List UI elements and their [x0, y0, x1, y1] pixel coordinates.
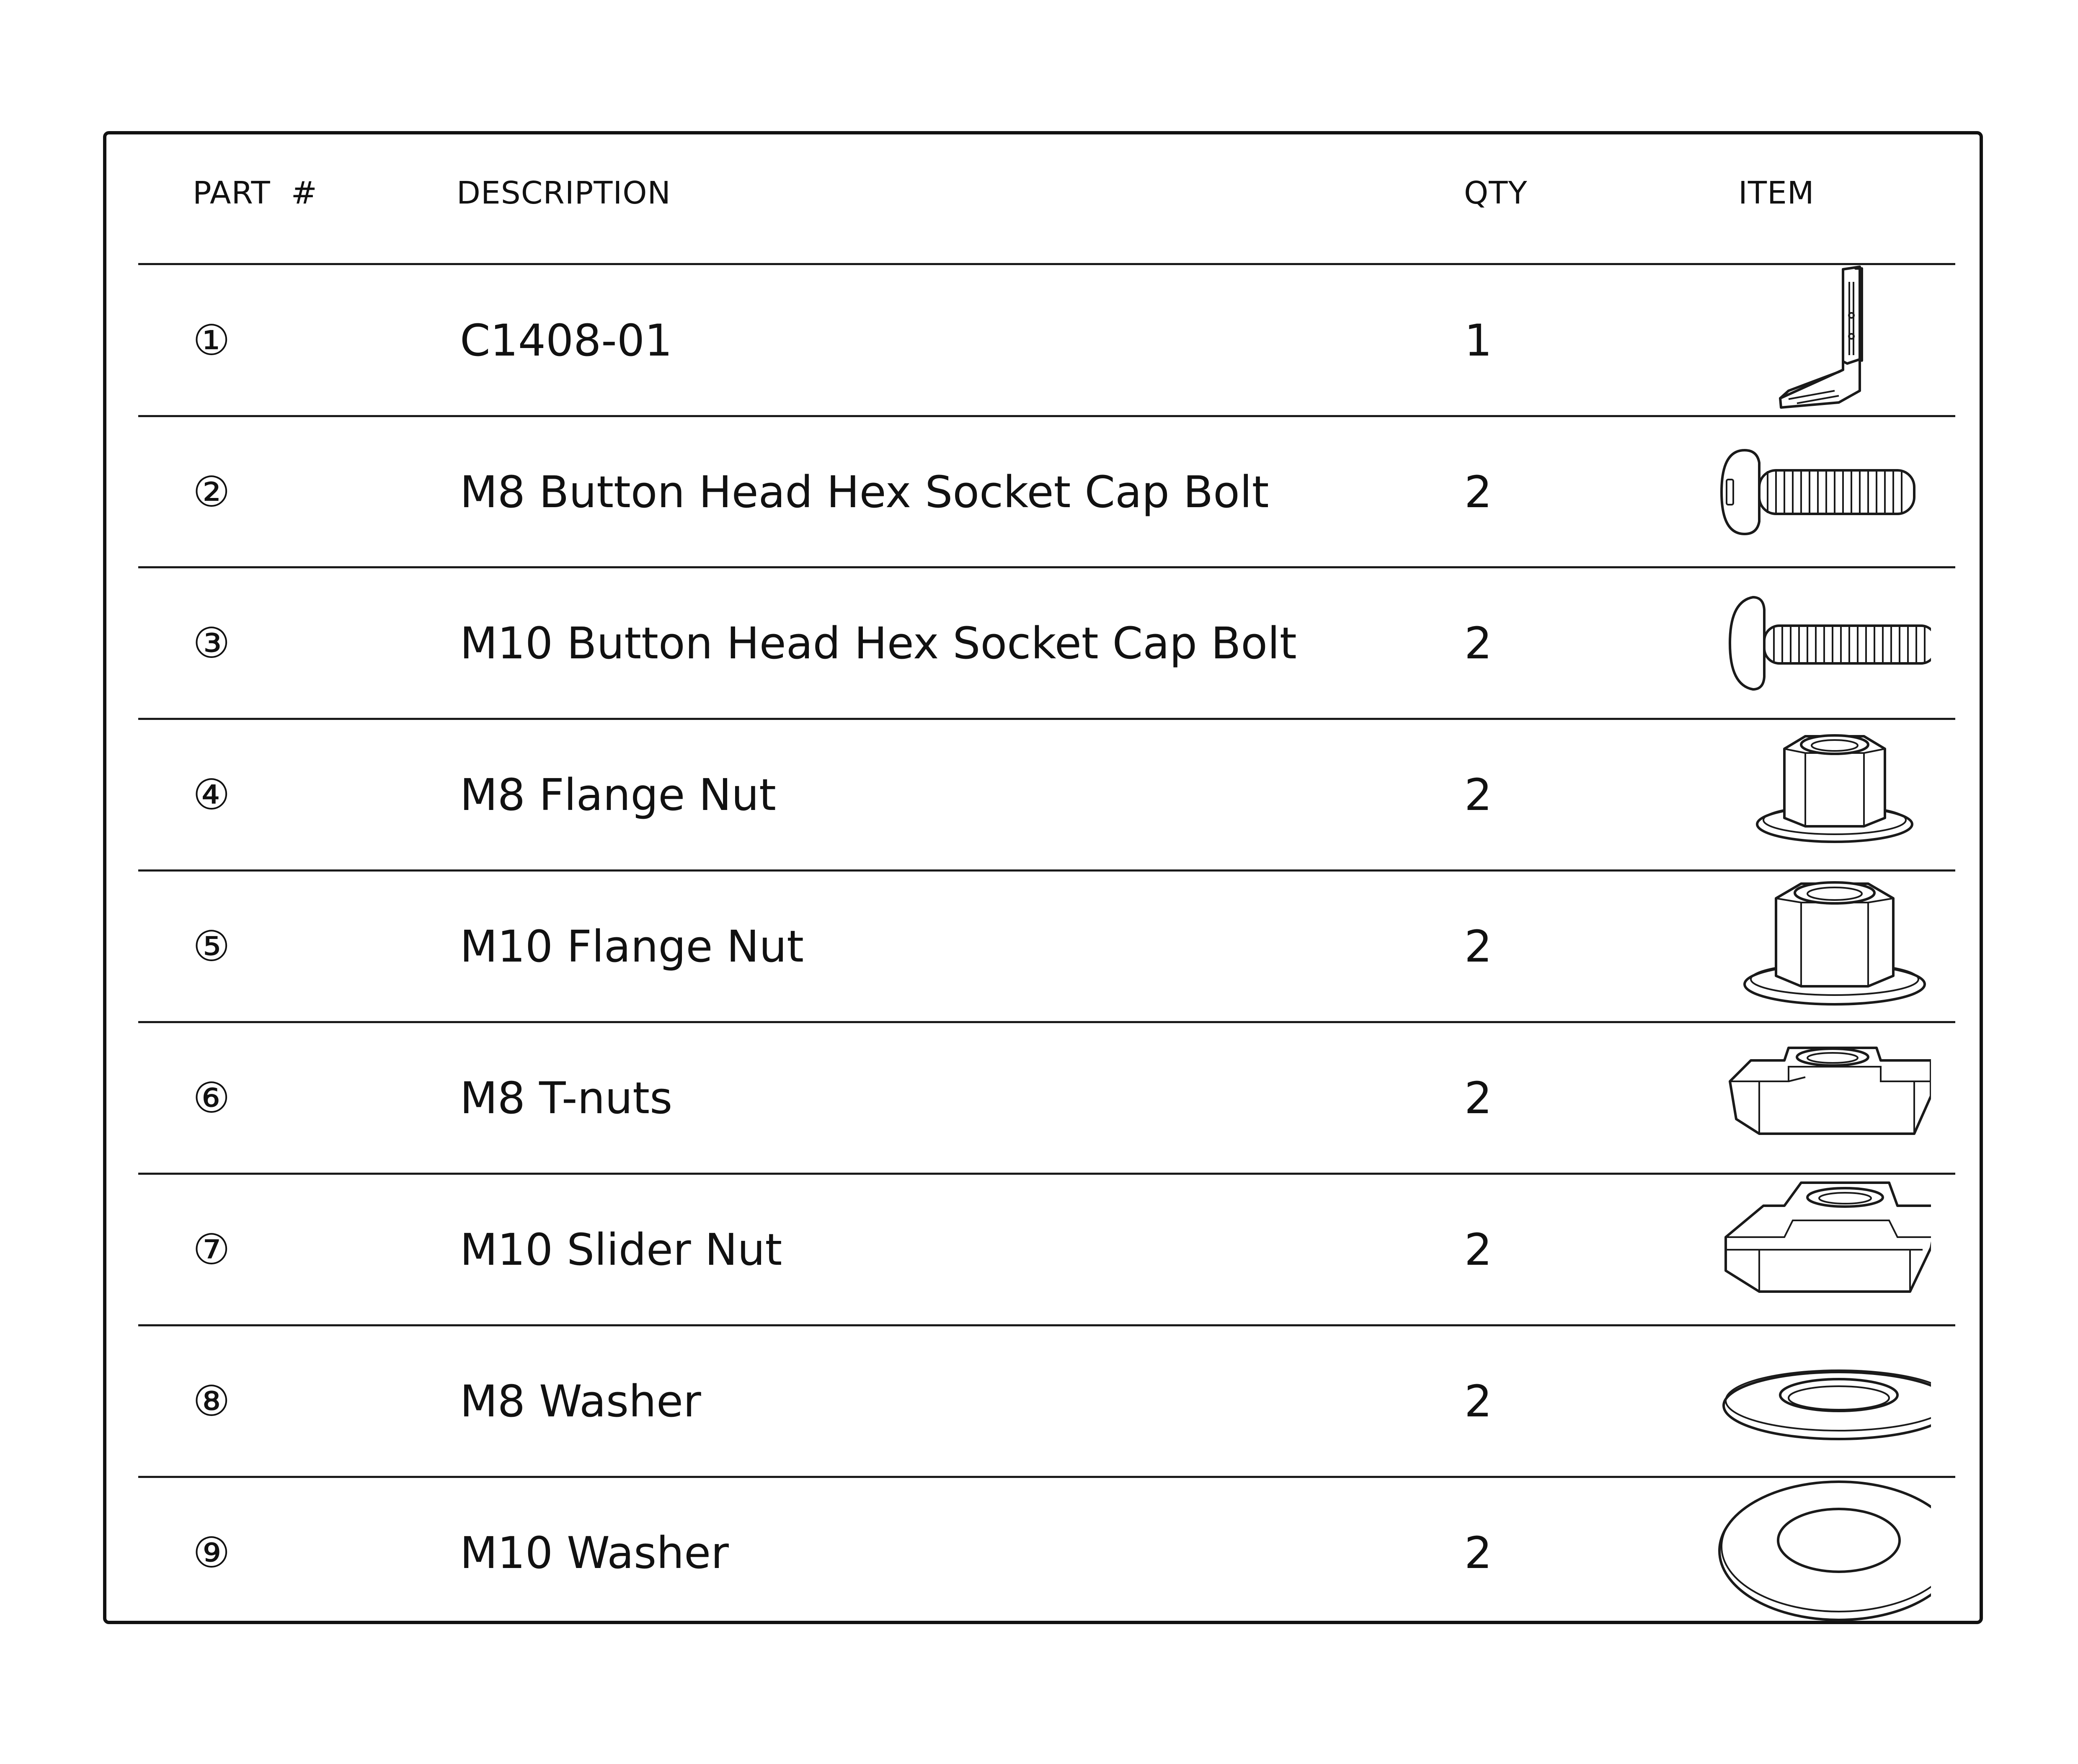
table-row [138, 568, 1955, 719]
m8-bolt-icon [1663, 417, 1931, 567]
m8-washer-icon [1663, 1326, 1931, 1477]
part-number: ④ [193, 770, 230, 819]
part-number: ① [193, 316, 230, 365]
m10-bolt-icon [1663, 568, 1931, 719]
part-quantity: 2 [1464, 467, 1492, 518]
m10-washer-icon [1663, 1478, 1931, 1628]
part-description: C1408-01 [460, 315, 673, 366]
header-qty: QTY [1464, 175, 1528, 211]
table-row [138, 871, 1955, 1022]
part-quantity: 2 [1464, 1527, 1492, 1578]
part-description: M10 Button Head Hex Socket Cap Bolt [460, 618, 1297, 669]
m8-flange-nut-icon [1663, 720, 1931, 870]
part-number: ⑧ [193, 1377, 230, 1426]
part-number: ⑥ [193, 1073, 230, 1122]
part-number: ⑨ [193, 1528, 230, 1577]
header-part-number: PART # [193, 175, 318, 211]
l-bracket-icon [1663, 265, 1931, 416]
part-quantity: 2 [1464, 1224, 1492, 1275]
part-number: ⑦ [193, 1225, 230, 1274]
part-number: ② [193, 467, 230, 516]
slider-nut-icon [1663, 1174, 1931, 1325]
header-item: ITEM [1738, 175, 1815, 211]
table-row [138, 1478, 1955, 1628]
part-description: M8 Button Head Hex Socket Cap Bolt [460, 467, 1269, 518]
header-description: DESCRIPTION [457, 175, 671, 211]
part-description: M8 Flange Nut [460, 769, 776, 820]
table-row [138, 720, 1955, 870]
part-quantity: 2 [1464, 1376, 1492, 1427]
part-number: ③ [193, 619, 230, 668]
part-description: M8 T-nuts [460, 1073, 673, 1124]
part-description: M10 Flange Nut [460, 921, 804, 972]
t-nut-icon [1663, 1023, 1931, 1173]
part-quantity: 2 [1464, 618, 1492, 669]
part-description: M8 Washer [460, 1376, 701, 1427]
m10-flange-nut-icon [1663, 871, 1931, 1022]
table-row [138, 265, 1955, 416]
part-description: M10 Washer [460, 1527, 729, 1578]
part-quantity: 2 [1464, 1073, 1492, 1124]
table-row [138, 1174, 1955, 1325]
table-row [138, 417, 1955, 567]
part-quantity: 2 [1464, 769, 1492, 820]
part-quantity: 1 [1464, 315, 1492, 366]
table-row [138, 1023, 1955, 1173]
table-row [138, 1326, 1955, 1477]
part-number: ⑤ [193, 922, 230, 971]
part-quantity: 2 [1464, 921, 1492, 972]
part-description: M10 Slider Nut [460, 1224, 782, 1275]
